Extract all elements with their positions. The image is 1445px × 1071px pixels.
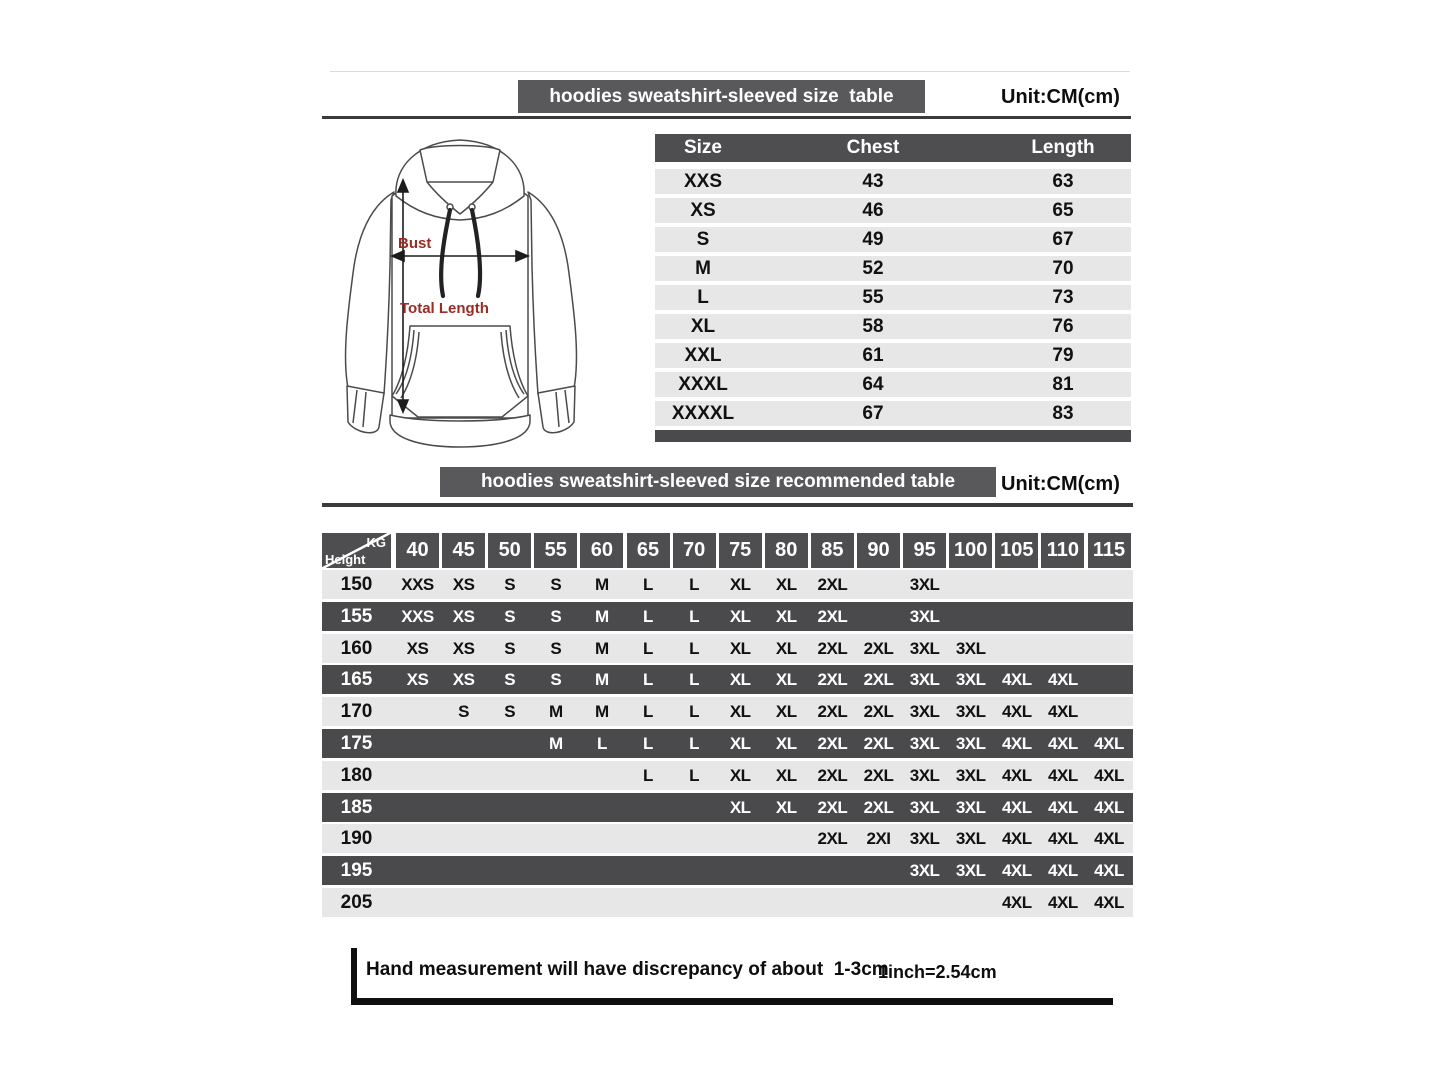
- size-value-cell: M: [595, 638, 609, 658]
- size-value-cell: 2XL: [863, 734, 894, 753]
- size-value-cell: XL: [775, 606, 797, 626]
- size-value-cell: XXS: [401, 606, 434, 626]
- size-value-cell: L: [689, 670, 700, 690]
- size-value-cell: XL: [775, 670, 797, 690]
- size-value-cell: XL: [729, 797, 751, 817]
- weight-header-cell: 80: [765, 533, 808, 568]
- weight-header-cell: 45: [442, 533, 485, 568]
- size-value-cell: 4XL: [1001, 702, 1032, 722]
- size-table-row: [655, 285, 1131, 310]
- size-value-cell: 2XL: [863, 765, 894, 785]
- size-value-cell: XL: [775, 765, 797, 785]
- size-value-cell: 4XL: [1094, 734, 1124, 753]
- size-value-cell: S: [458, 702, 470, 722]
- size-table-cell: 49: [862, 229, 884, 250]
- size-value-cell: XXS: [401, 575, 434, 594]
- unit-label-top: Unit:CM(cm): [1001, 86, 1120, 108]
- height-label-cell: 180: [340, 764, 373, 786]
- size-value-cell: XL: [729, 606, 751, 626]
- footer-left-bar: [351, 948, 357, 1005]
- size-table-cell: 73: [1052, 287, 1074, 308]
- size-value-cell: L: [643, 638, 653, 658]
- size-value-cell: S: [550, 638, 562, 658]
- size-value-cell: 4XL: [1094, 829, 1124, 849]
- size-table-cell: XS: [690, 200, 716, 221]
- size-value-cell: 4XL: [1048, 765, 1078, 785]
- size-value-cell: L: [643, 702, 653, 722]
- size-table-cell: XXXL: [678, 374, 728, 395]
- size-value-cell: XS: [452, 606, 475, 626]
- size-value-cell: 3XL: [955, 734, 986, 753]
- size-table-cell: 43: [862, 171, 884, 192]
- size-value-cell: 2XL: [863, 670, 894, 690]
- divider-top: [322, 116, 1131, 119]
- size-value-cell: 4XL: [1094, 893, 1124, 912]
- size-value-cell: L: [689, 638, 700, 658]
- size-value-cell: 3XL: [955, 829, 986, 849]
- size-table-cell: 81: [1052, 374, 1074, 395]
- size-table-row: [655, 169, 1131, 194]
- size-value-cell: XS: [452, 638, 475, 658]
- size-table-row: [655, 372, 1131, 397]
- bust-label: Bust: [398, 235, 432, 252]
- size-value-cell: 2XL: [817, 606, 848, 626]
- size-value-cell: 4XL: [1048, 670, 1078, 690]
- size-value-cell: XS: [452, 670, 475, 690]
- size-value-cell: XL: [775, 638, 797, 658]
- weight-header-cell: 70: [673, 533, 716, 568]
- size-value-cell: 4XL: [1001, 797, 1032, 817]
- size-table-cell: M: [695, 258, 711, 279]
- size-value-cell: L: [643, 734, 653, 753]
- size-table-row: [655, 227, 1131, 252]
- height-label-cell: 170: [340, 701, 373, 723]
- column-header-chest: Chest: [846, 137, 900, 158]
- size-value-cell: 2XL: [863, 797, 894, 817]
- size-value-cell: L: [689, 765, 700, 785]
- size-value-cell: 3XL: [909, 638, 940, 658]
- recommended-table-row: [322, 761, 1133, 790]
- height-label-cell: 160: [340, 637, 373, 659]
- size-value-cell: 3XL: [909, 702, 940, 722]
- size-table-cell: 67: [862, 403, 884, 424]
- size-value-cell: M: [595, 575, 609, 594]
- recommended-table-row: [322, 665, 1133, 694]
- size-table-cell: XXL: [684, 345, 722, 366]
- weight-header-cell: 75: [719, 533, 762, 568]
- weight-header-cell: 110: [1041, 533, 1084, 568]
- size-value-cell: XL: [775, 702, 797, 722]
- size-value-cell: XS: [452, 575, 475, 594]
- size-value-cell: 3XL: [909, 575, 940, 594]
- size-value-cell: XL: [729, 765, 751, 785]
- weight-header-cell: 60: [580, 533, 623, 568]
- faint-top-line: [330, 71, 1130, 72]
- size-value-cell: 2XL: [817, 797, 848, 817]
- size-value-cell: 3XL: [955, 861, 986, 881]
- size-table-cell: 55: [862, 287, 884, 308]
- size-table-cell: 46: [862, 200, 884, 221]
- size-table-cell: XL: [690, 316, 716, 337]
- size-value-cell: 4XL: [1001, 893, 1032, 912]
- weight-header-cell: 115: [1088, 533, 1131, 568]
- weight-header-cell: 105: [995, 533, 1038, 568]
- size-value-cell: S: [550, 670, 562, 690]
- column-header-size: Size: [683, 137, 723, 158]
- recommended-table-row: [322, 634, 1133, 663]
- size-value-cell: 3XL: [909, 670, 940, 690]
- size-table-cell: 63: [1052, 171, 1074, 192]
- size-value-cell: M: [595, 606, 609, 626]
- size-table-row: [655, 343, 1131, 368]
- size-value-cell: 3XL: [909, 734, 940, 753]
- height-label-cell: 155: [340, 605, 373, 627]
- size-value-cell: 2XI: [866, 829, 891, 849]
- size-table-title: [518, 80, 925, 113]
- size-value-cell: 4XL: [1094, 861, 1124, 881]
- size-value-cell: M: [595, 702, 609, 722]
- size-value-cell: L: [689, 702, 700, 722]
- size-value-cell: M: [548, 734, 563, 753]
- weight-header-cell: 40: [396, 533, 439, 568]
- size-value-cell: M: [548, 702, 563, 722]
- size-value-cell: 3XL: [955, 670, 986, 690]
- size-value-cell: 3XL: [955, 765, 986, 785]
- weight-header-cell: 90: [857, 533, 900, 568]
- size-value-cell: 2XL: [817, 575, 848, 594]
- size-value-cell: S: [504, 606, 516, 626]
- size-value-cell: XL: [775, 797, 797, 817]
- size-value-cell: L: [689, 606, 700, 626]
- size-value-cell: 2XL: [817, 829, 848, 849]
- size-table-row: [655, 314, 1131, 339]
- kg-height-corner-cell: [322, 533, 391, 568]
- size-value-cell: S: [550, 575, 562, 594]
- size-value-cell: 2XL: [863, 638, 894, 658]
- size-value-cell: 4XL: [1048, 734, 1078, 753]
- footer-bottom-bar: [351, 998, 1113, 1005]
- size-value-cell: 3XL: [909, 765, 940, 785]
- size-value-cell: L: [643, 606, 653, 626]
- corner-height-label: Height: [325, 552, 366, 567]
- size-value-cell: XL: [775, 734, 797, 753]
- size-value-cell: L: [643, 575, 653, 594]
- size-table-footer-bar: [655, 430, 1131, 442]
- recommended-size-matrix: [322, 533, 1133, 923]
- size-table-cell: 70: [1052, 258, 1074, 279]
- inch-conversion-note: 1inch=2.54cm: [878, 962, 997, 982]
- size-value-cell: 4XL: [1048, 861, 1078, 881]
- size-table-title-text: hoodies sweatshirt-sleeved size table: [549, 85, 894, 107]
- size-table-row: [655, 256, 1131, 281]
- weight-header-cell: 85: [811, 533, 854, 568]
- recommended-table-row: [322, 570, 1133, 599]
- size-value-cell: 3XL: [909, 829, 940, 849]
- weight-header-cell: 100: [949, 533, 992, 568]
- recommended-table-title: [440, 467, 996, 497]
- size-value-cell: 4XL: [1001, 765, 1032, 785]
- hoodie-line-drawing: [332, 130, 590, 460]
- size-value-cell: S: [504, 575, 516, 594]
- height-label-cell: 165: [340, 669, 373, 691]
- size-value-cell: XL: [775, 575, 797, 594]
- size-table-body: [655, 169, 1131, 426]
- weight-header-cell: 50: [488, 533, 531, 568]
- size-table-cell: L: [697, 287, 709, 308]
- size-table-cell: 52: [862, 258, 884, 279]
- size-value-cell: XL: [729, 734, 751, 753]
- size-value-cell: S: [504, 670, 516, 690]
- size-value-cell: XL: [729, 702, 751, 722]
- height-label-cell: 185: [340, 796, 373, 818]
- size-table-cell: 79: [1052, 345, 1074, 366]
- size-table-cell: 58: [862, 316, 884, 337]
- height-label-cell: 195: [340, 860, 373, 882]
- size-table-cell: 64: [862, 374, 884, 395]
- size-value-cell: S: [504, 702, 516, 722]
- recommended-table-row: [322, 856, 1133, 885]
- weight-header-cell: 95: [903, 533, 946, 568]
- size-value-cell: 2XL: [817, 765, 848, 785]
- size-value-cell: 4XL: [1001, 861, 1032, 881]
- height-label-cell: 205: [340, 892, 373, 913]
- recommended-table-row: [322, 729, 1133, 758]
- size-value-cell: 3XL: [955, 702, 986, 722]
- recommended-table-row: [322, 793, 1133, 822]
- size-value-cell: 3XL: [909, 797, 940, 817]
- size-table-cell: 67: [1052, 229, 1074, 250]
- size-value-cell: 3XL: [909, 606, 940, 626]
- size-table-cell: XXS: [683, 171, 723, 192]
- weight-header-cell: 65: [627, 533, 670, 568]
- recommended-table-row: [322, 602, 1133, 631]
- size-value-cell: 4XL: [1001, 734, 1032, 753]
- size-value-cell: 4XL: [1001, 670, 1032, 690]
- total-length-label: Total Length: [400, 300, 489, 317]
- size-value-cell: XL: [729, 670, 751, 690]
- size-table-row: [655, 401, 1131, 426]
- size-value-cell: 3XL: [955, 797, 986, 817]
- size-table-cell: 61: [862, 345, 884, 366]
- size-table-cell: 76: [1052, 316, 1074, 337]
- size-table-cell: 65: [1052, 200, 1074, 221]
- size-table: [655, 134, 1131, 442]
- size-table-row: [655, 198, 1131, 223]
- size-table-header: [655, 134, 1131, 162]
- size-table-cell: 83: [1052, 403, 1074, 424]
- size-value-cell: 4XL: [1048, 797, 1078, 817]
- recommended-table-row: [322, 824, 1133, 853]
- size-value-cell: 4XL: [1048, 702, 1078, 722]
- unit-label-bottom: Unit:CM(cm): [1001, 473, 1120, 495]
- measurement-note: Hand measurement will have discrepancy of about 1-3cm: [366, 959, 889, 980]
- divider-bottom: [322, 503, 1133, 507]
- size-value-cell: 4XL: [1001, 829, 1032, 849]
- size-value-cell: 2XL: [817, 734, 848, 753]
- size-value-cell: M: [595, 670, 609, 690]
- weight-header-cell: 55: [534, 533, 577, 568]
- hoodie-diagram: [332, 130, 590, 460]
- size-value-cell: XS: [406, 670, 429, 690]
- corner-kg-label: KG: [366, 535, 386, 550]
- size-value-cell: 4XL: [1094, 765, 1124, 785]
- size-value-cell: XS: [406, 638, 429, 658]
- size-value-cell: L: [689, 734, 700, 753]
- recommended-table-row: [322, 888, 1133, 917]
- size-value-cell: 2XL: [817, 638, 848, 658]
- height-label-cell: 190: [340, 828, 373, 850]
- height-label-cell: 150: [340, 574, 373, 595]
- column-header-length: Length: [1031, 137, 1095, 158]
- recommended-table-title-text: hoodies sweatshirt-sleeved size recommended table: [480, 471, 956, 492]
- size-value-cell: XL: [729, 638, 751, 658]
- size-value-cell: 4XL: [1048, 829, 1078, 849]
- size-value-cell: 3XL: [909, 861, 940, 881]
- height-label-cell: 175: [340, 733, 373, 754]
- size-value-cell: L: [596, 734, 607, 753]
- size-value-cell: S: [550, 606, 562, 626]
- size-value-cell: 2XL: [863, 702, 894, 722]
- size-table-cell: XXXXL: [671, 403, 735, 424]
- size-value-cell: L: [689, 575, 700, 594]
- recommended-table-row: [322, 697, 1133, 726]
- size-value-cell: 2XL: [817, 702, 848, 722]
- size-table-cell: S: [696, 229, 710, 250]
- size-value-cell: 4XL: [1048, 893, 1078, 912]
- size-value-cell: 2XL: [817, 670, 848, 690]
- size-value-cell: 3XL: [955, 638, 986, 658]
- size-value-cell: XL: [729, 575, 751, 594]
- size-value-cell: 4XL: [1094, 797, 1124, 817]
- size-value-cell: S: [504, 638, 516, 658]
- size-value-cell: L: [643, 765, 653, 785]
- size-value-cell: L: [643, 670, 653, 690]
